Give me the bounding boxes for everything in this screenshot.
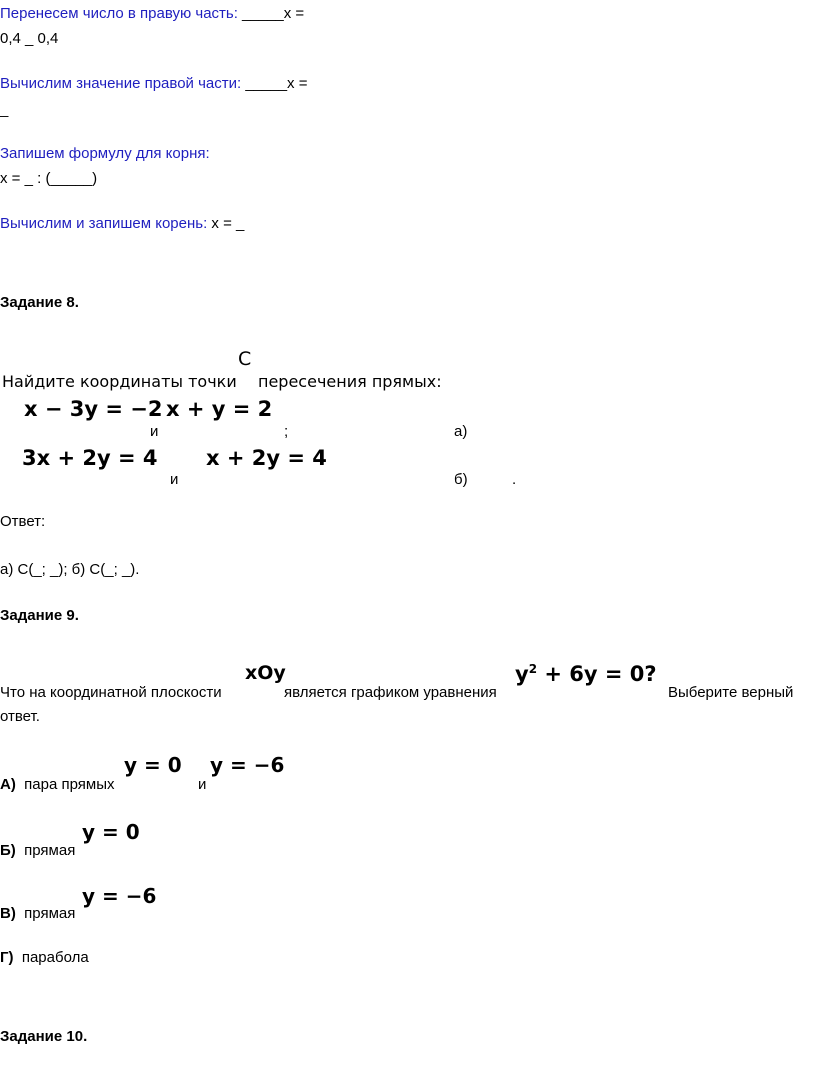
task9-eq-exp: 2 — [528, 662, 538, 676]
task8-prompt-a: Найдите координаты точки — [2, 372, 237, 391]
task8-label-a: а) — [454, 423, 468, 440]
task8-prompt-b: пересечения прямых: — [258, 372, 442, 391]
step4-line — [0, 216, 244, 231]
step2-label: Вычислим значение правой части: — [0, 75, 242, 92]
step2-line2: _ — [0, 101, 9, 118]
task8-answer: а) C(_; _); б) C(_; _). — [0, 561, 140, 578]
task9-q4: ответ. — [0, 708, 40, 725]
option-v-key: В) — [0, 905, 16, 922]
step1-label: Перенесем число в правую часть: — [0, 5, 238, 22]
task9-plane: xOy — [245, 662, 286, 684]
task9-q3: Выберите верный — [668, 684, 794, 701]
option-b — [0, 843, 75, 858]
option-g — [0, 950, 89, 965]
step2-line — [0, 76, 307, 91]
task8-eq-a2: x + y = 2 — [166, 397, 273, 421]
task9-q1: Что на координатной плоскости — [0, 684, 222, 701]
task8-point: C — [238, 348, 252, 370]
step3-line2: x = _ : (_____) — [0, 170, 98, 187]
task8-and-a: и — [150, 423, 159, 440]
task8-dot: . — [512, 471, 517, 488]
task9-q2: является графиком уравнения — [284, 684, 497, 701]
step4-label: Вычислим и запишем корень: — [0, 215, 208, 232]
option-b-key: Б) — [0, 842, 16, 859]
task9-title: Задание 9. — [0, 607, 79, 624]
task9-equation — [515, 663, 657, 685]
task10-title: Задание 10. — [0, 1028, 88, 1045]
step2-rest: _____x = — [241, 75, 308, 92]
task8-eq-a1: x − 3y = −2 — [24, 397, 163, 421]
option-a-eq1: y = 0 — [124, 753, 182, 777]
task8-semicolon: ; — [284, 423, 289, 440]
task9-eq-lhs: y — [515, 662, 529, 686]
task8-label-b: б) — [454, 471, 468, 488]
step3-label: Запишем формулу для корня: — [0, 145, 210, 162]
option-b-text: прямая — [24, 842, 76, 859]
step1-rest: _____x = — [237, 5, 305, 22]
task8-eq-b2: x + 2y = 4 — [206, 446, 327, 470]
option-g-key: Г) — [0, 949, 14, 966]
task9-eq-rhs: + 6y = 0? — [537, 662, 657, 686]
step4-rest: x = _ — [207, 215, 245, 232]
option-a-key: А) — [0, 776, 16, 793]
option-v — [0, 906, 75, 921]
option-a-text: пара прямых — [24, 776, 115, 793]
option-v-text: прямая — [24, 905, 76, 922]
option-a — [0, 777, 115, 792]
option-g-text: парабола — [21, 949, 89, 966]
task8-and-b: и — [170, 471, 179, 488]
option-a-eq2: y = −6 — [210, 753, 285, 777]
option-v-eq1: y = −6 — [82, 884, 157, 908]
option-a-and: и — [198, 776, 207, 793]
task8-title: Задание 8. — [0, 294, 79, 311]
option-b-eq1: y = 0 — [82, 820, 140, 844]
step1-line — [0, 6, 304, 21]
task8-answer-label: Ответ: — [0, 513, 46, 530]
step1-line2: 0,4 _ 0,4 — [0, 30, 59, 47]
task8-eq-b1: 3x + 2y = 4 — [22, 446, 158, 470]
